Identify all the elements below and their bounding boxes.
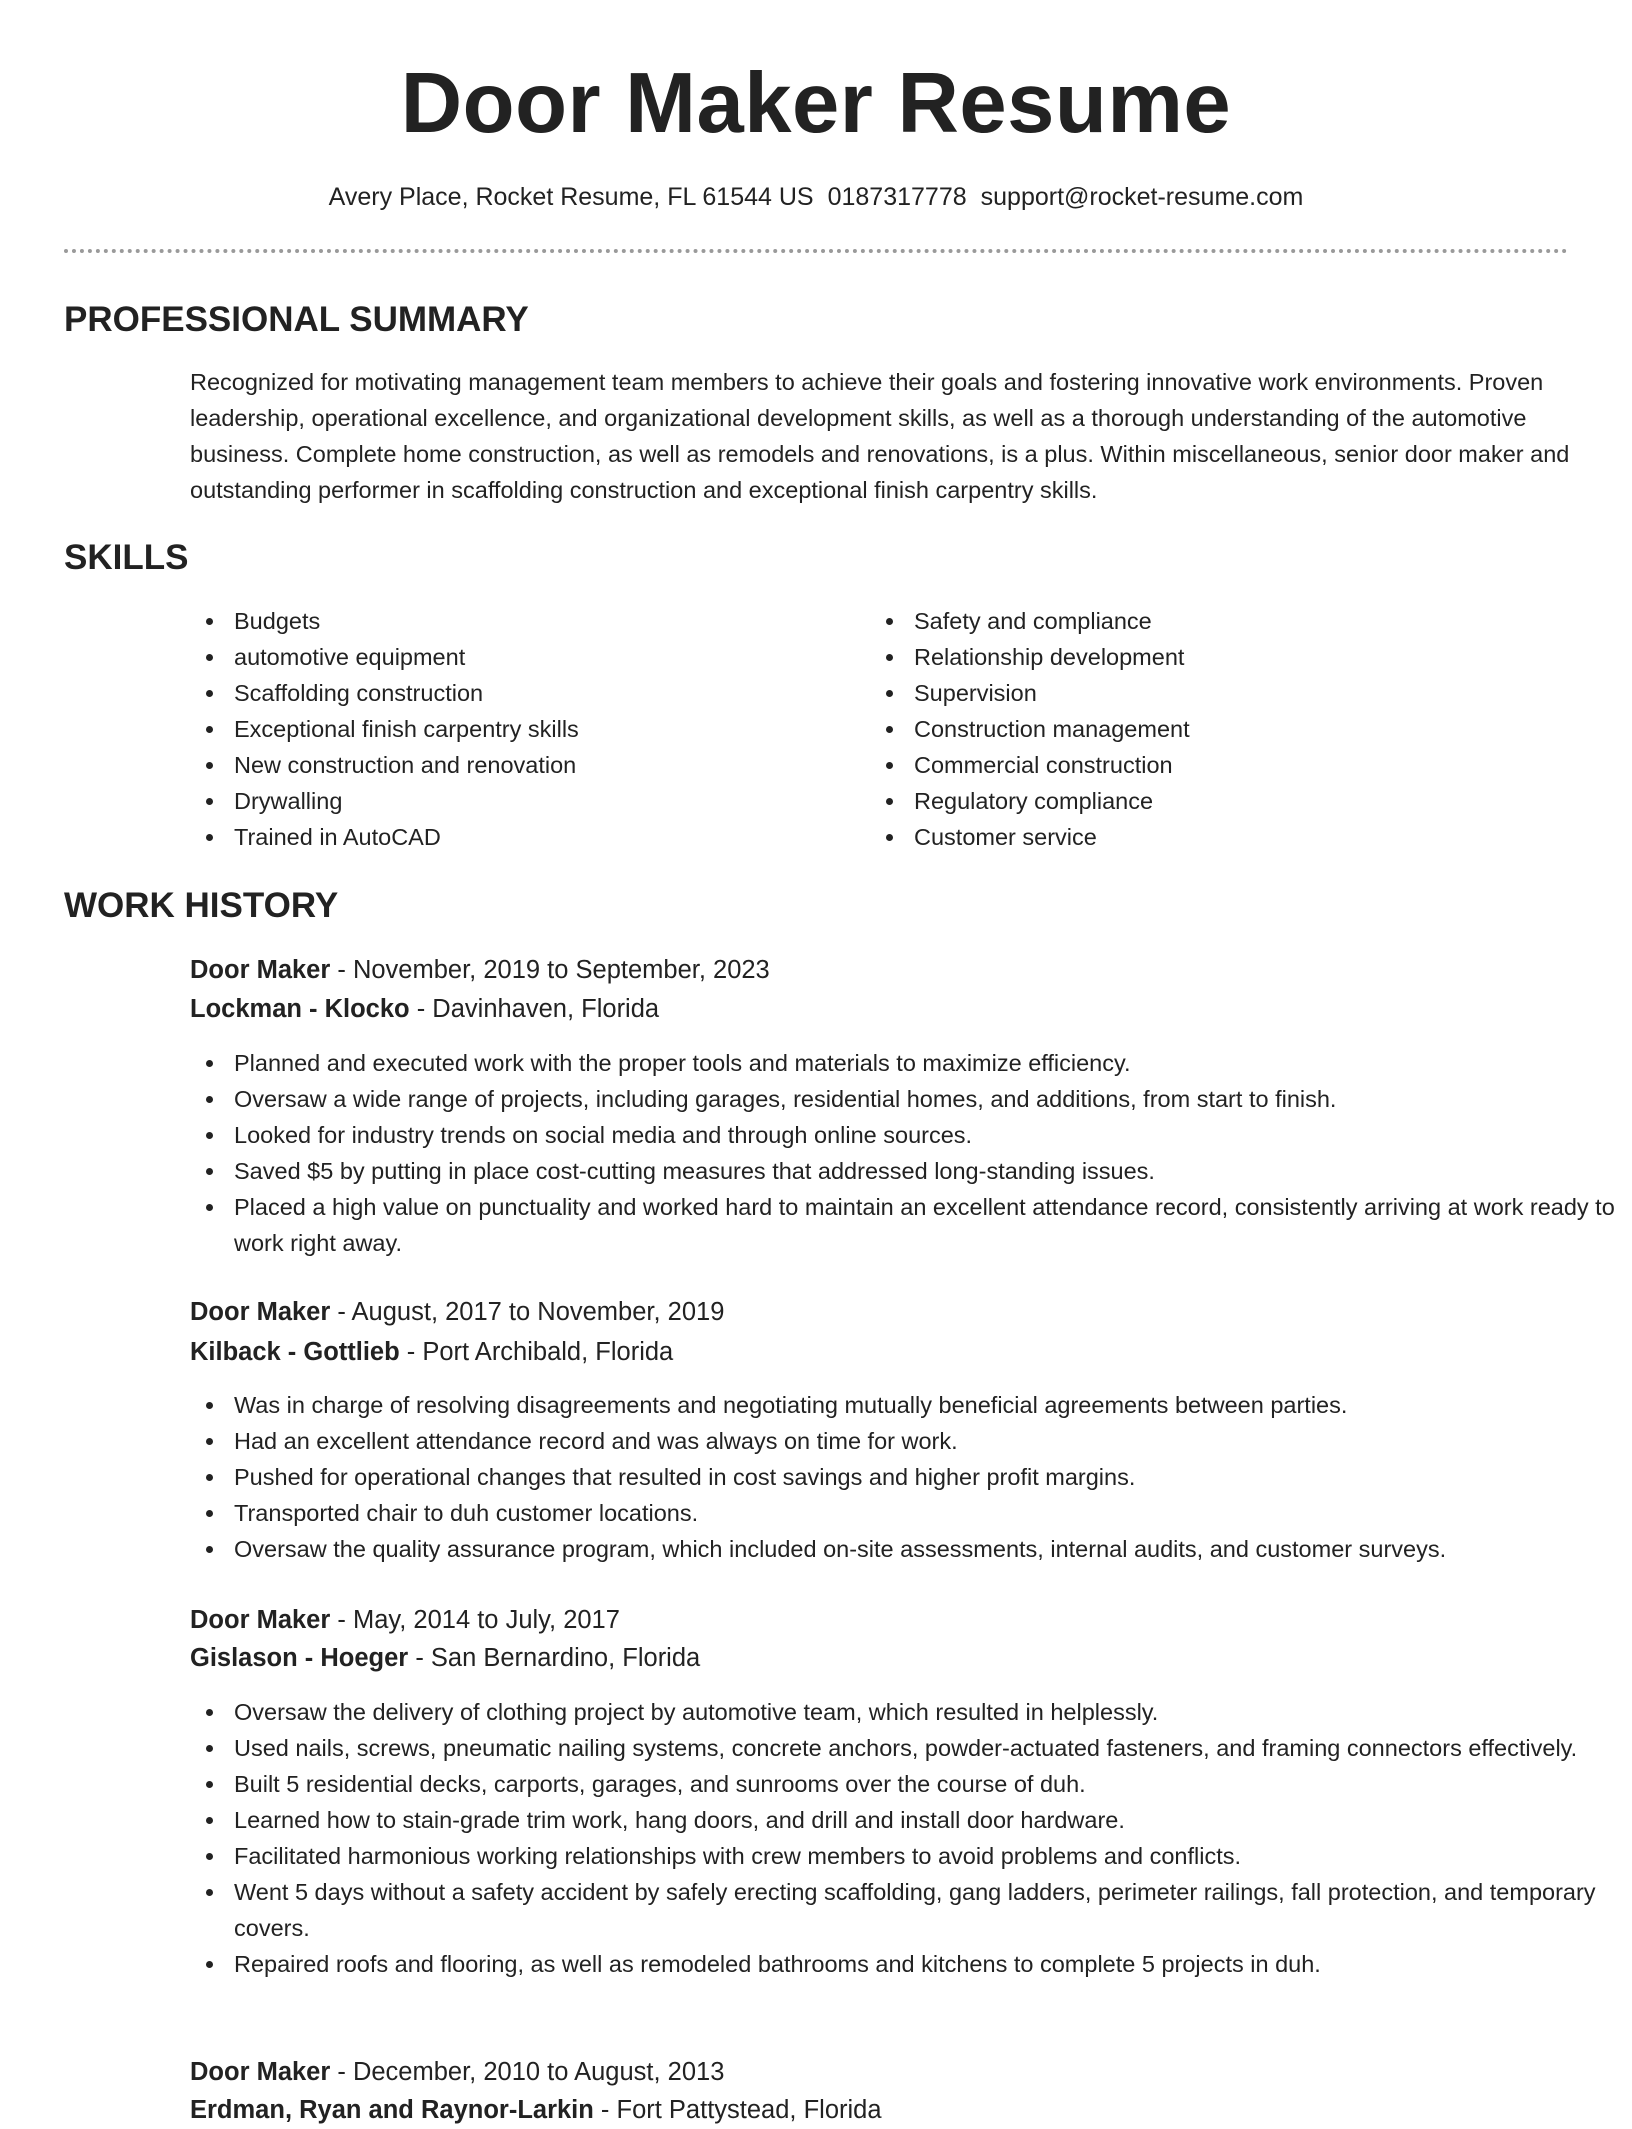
resume-page [64, 0, 1615, 2124]
resume-title: Door Maker Resume [400, 56, 1232, 151]
job-company: Erdman, Ryan and Raynor-Larkin [190, 2096, 594, 2124]
list-item: Repaired roofs and flooring, as well as remodeled bathrooms and kitchens to complete 5 projects in duh. [190, 1946, 1630, 1982]
skill-item: New construction and renovation [190, 747, 830, 783]
skill-item: Trained in AutoCAD [190, 819, 830, 855]
skill-item: Exceptional finish carpentry skills [190, 711, 830, 747]
job-company: Lockman - Klocko [190, 995, 410, 1023]
list-item: Saved $5 by putting in place cost-cutting measures that addressed long-standing issues. [190, 1153, 1630, 1189]
job-role: Door Maker [190, 2058, 331, 2086]
job-company-line [190, 2091, 1590, 2129]
skill-item: Commercial construction [870, 747, 1510, 783]
skill-item: Scaffolding construction [190, 675, 830, 711]
list-item: Went 5 days without a safety accident by safely erecting scaffolding, gang ladders, perimeter railings, fall protection, and temporary covers. [190, 1874, 1630, 1946]
skills-list-right [870, 603, 1510, 855]
job-location: - Fort Pattystead, Florida [593, 2096, 882, 2124]
job-title-line [190, 1601, 1590, 1639]
skill-item: Customer service [870, 819, 1510, 855]
list-item: Oversaw the quality assurance program, which included on-site assessments, internal audits, and customer surveys. [190, 1531, 1630, 1567]
list-item: Was in charge of resolving disagreements and negotiating mutually beneficial agreements between parties. [190, 1387, 1630, 1423]
job-location: - Davinhaven, Florida [409, 995, 660, 1023]
skill-item: Drywalling [190, 783, 830, 819]
skill-item: Safety and compliance [870, 603, 1510, 639]
list-item: Placed a high value on punctuality and worked hard to maintain an excellent attendance record, consistently arriving at work ready to work right away. [190, 1189, 1630, 1261]
list-item: Facilitated harmonious working relationships with crew members to avoid problems and conflicts. [190, 1838, 1630, 1874]
phone: 0187317778 [827, 183, 967, 211]
job-bullets [190, 1045, 1630, 1261]
list-item: Oversaw the delivery of clothing project by automotive team, which resulted in helplessly. [190, 1694, 1630, 1730]
skills-heading: SKILLS [64, 538, 189, 577]
job-company-line [190, 990, 1590, 1028]
job-location: - San Bernardino, Florida [408, 1644, 701, 1672]
contact-line [64, 180, 1568, 214]
summary-heading: PROFESSIONAL SUMMARY [64, 300, 529, 339]
job-role: Door Maker [190, 1606, 331, 1634]
job-company-line [190, 1639, 1590, 1677]
skill-item: Construction management [870, 711, 1510, 747]
header-divider [64, 249, 1568, 253]
skill-item: Relationship development [870, 639, 1510, 675]
job-dates: - May, 2014 to July, 2017 [330, 1606, 620, 1634]
job-company: Kilback - Gottlieb [190, 1338, 400, 1366]
job-bullets [190, 1387, 1630, 1567]
skill-item: automotive equipment [190, 639, 830, 675]
job-role: Door Maker [190, 1298, 331, 1326]
list-item: Pushed for operational changes that resulted in cost savings and higher profit margins. [190, 1459, 1630, 1495]
job-bullets [190, 1694, 1630, 1982]
list-item: Had an excellent attendance record and was always on time for work. [190, 1423, 1630, 1459]
work-history-heading: WORK HISTORY [64, 886, 339, 925]
list-item: Looked for industry trends on social media and through online sources. [190, 1117, 1630, 1153]
list-item: Transported chair to duh customer locations. [190, 1495, 1630, 1531]
job-dates: - December, 2010 to August, 2013 [330, 2058, 725, 2086]
list-item: Oversaw a wide range of projects, including garages, residential homes, and additions, from start to finish. [190, 1081, 1630, 1117]
job-title-line [190, 951, 1590, 989]
email: support@rocket-resume.com [980, 183, 1304, 211]
skill-item: Regulatory compliance [870, 783, 1510, 819]
skills-list-left [190, 603, 830, 855]
job-company-line [190, 1333, 1590, 1371]
list-item: Built 5 residential decks, carports, garages, and sunrooms over the course of duh. [190, 1766, 1630, 1802]
list-item: Planned and executed work with the proper tools and materials to maximize efficiency. [190, 1045, 1630, 1081]
job-dates: - November, 2019 to September, 2023 [330, 956, 770, 984]
job-location: - Port Archibald, Florida [399, 1338, 674, 1366]
skill-item: Budgets [190, 603, 830, 639]
job-title-line [190, 2053, 1590, 2091]
list-item: Used nails, screws, pneumatic nailing systems, concrete anchors, powder-actuated fasteners, and framing connectors effectively. [190, 1730, 1630, 1766]
job-role: Door Maker [190, 956, 331, 984]
job-company: Gislason - Hoeger [190, 1644, 409, 1672]
address: Avery Place, Rocket Resume, FL 61544 US [328, 183, 814, 211]
job-dates: - August, 2017 to November, 2019 [330, 1298, 725, 1326]
skill-item: Supervision [870, 675, 1510, 711]
summary-text: Recognized for motivating management team members to achieve their goals and fostering innovative work environments. Proven leadership, operational excellence, and organizational development skills, as well as a thorough understanding of the automotive business. Complete home construction, as well as remodels and renovations, is a plus. Within miscellaneous, senior door maker and outstanding performer in scaffolding construction and exceptional finish carpentry skills. [190, 369, 1570, 503]
job-title-line [190, 1293, 1590, 1331]
list-item: Learned how to stain-grade trim work, hang doors, and drill and install door hardware. [190, 1802, 1630, 1838]
